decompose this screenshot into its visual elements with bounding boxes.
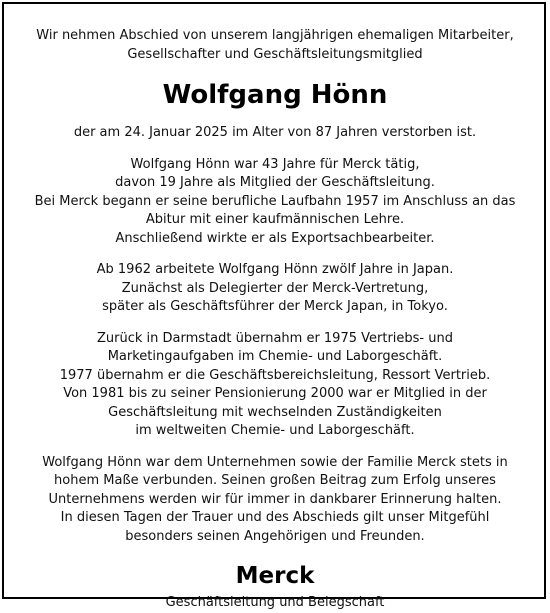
paragraph-line: später als Geschäftsführer der Merck Japan, in Tokyo. bbox=[102, 299, 448, 314]
paragraph-line: Wolfgang Hönn war dem Unternehmen sowie der Familie Merck stets in bbox=[42, 454, 508, 470]
paragraph-tribute bbox=[0, 454, 550, 547]
paragraph-line: Marketingaufgaben im Chemie- und Laborgeschäft. bbox=[107, 349, 443, 364]
paragraph-line: besonders seinen Angehörigen und Freunden. bbox=[125, 528, 425, 544]
paragraph-darmstadt bbox=[0, 330, 550, 441]
paragraph-line: Geschäftsleitung mit wechselnden Zuständigkeiten bbox=[108, 404, 442, 420]
signature-text bbox=[0, 594, 550, 613]
paragraph-line: im weltweiten Chemie- und Laborgeschäft. bbox=[135, 423, 415, 438]
date-line: der am 24. Januar 2025 im Alter von 87 Jahren verstorben ist. bbox=[73, 125, 477, 140]
signature-line: Geschäftsleitung und Belegschaft bbox=[165, 595, 385, 610]
paragraph-line: Von 1981 bis zu seiner Pensionierung 2000 war er Mitglied in der bbox=[63, 386, 487, 401]
intro-text bbox=[0, 27, 550, 64]
paragraph-line: 1977 übernahm er die Geschäftsbereichsleitung, Ressort Vertrieb. bbox=[59, 367, 491, 383]
intro-line: Wir nehmen Abschied von unserem langjährigen ehemaligen Mitarbeiter, bbox=[36, 28, 514, 43]
paragraph-line: Unternehmens werden wir für immer in dankbarer Erinnerung halten. bbox=[48, 491, 502, 507]
deceased-name: Wolfgang Hönn bbox=[162, 80, 388, 110]
paragraph-line: Abitur mit einer kaufmännischen Lehre. bbox=[145, 212, 405, 227]
paragraph-japan bbox=[0, 261, 550, 317]
paragraph-line: davon 19 Jahre als Mitglied der Geschäftsleitung. bbox=[115, 175, 435, 190]
company-name: Merck bbox=[235, 563, 315, 589]
paragraph-line: Zurück in Darmstadt übernahm er 1975 Vertriebs- und bbox=[97, 330, 453, 346]
paragraph-line: Anschließend wirkte er als Exportsachbearbeiter. bbox=[115, 230, 435, 246]
paragraph-line: Zunächst als Delegierter der Merck-Vertretung, bbox=[121, 280, 429, 296]
paragraph-line: Ab 1962 arbeitete Wolfgang Hönn zwölf Jahre in Japan. bbox=[96, 262, 454, 277]
intro-line: Gesellschafter und Geschäftsleitungsmitglied bbox=[127, 46, 423, 62]
death-date-text bbox=[0, 124, 550, 143]
paragraph-line: In diesen Tagen der Trauer und des Abschieds gilt unser Mitgefühl bbox=[60, 510, 490, 525]
paragraph-line: hohem Maße verbunden. Seinen großen Beitrag zum Erfolg unseres bbox=[54, 473, 496, 488]
paragraph-career-start bbox=[0, 156, 550, 249]
paragraph-line: Bei Merck begann er seine berufliche Laufbahn 1957 im Anschluss an das bbox=[34, 193, 516, 209]
paragraph-line: Wolfgang Hönn war 43 Jahre für Merck tätig, bbox=[130, 156, 420, 172]
